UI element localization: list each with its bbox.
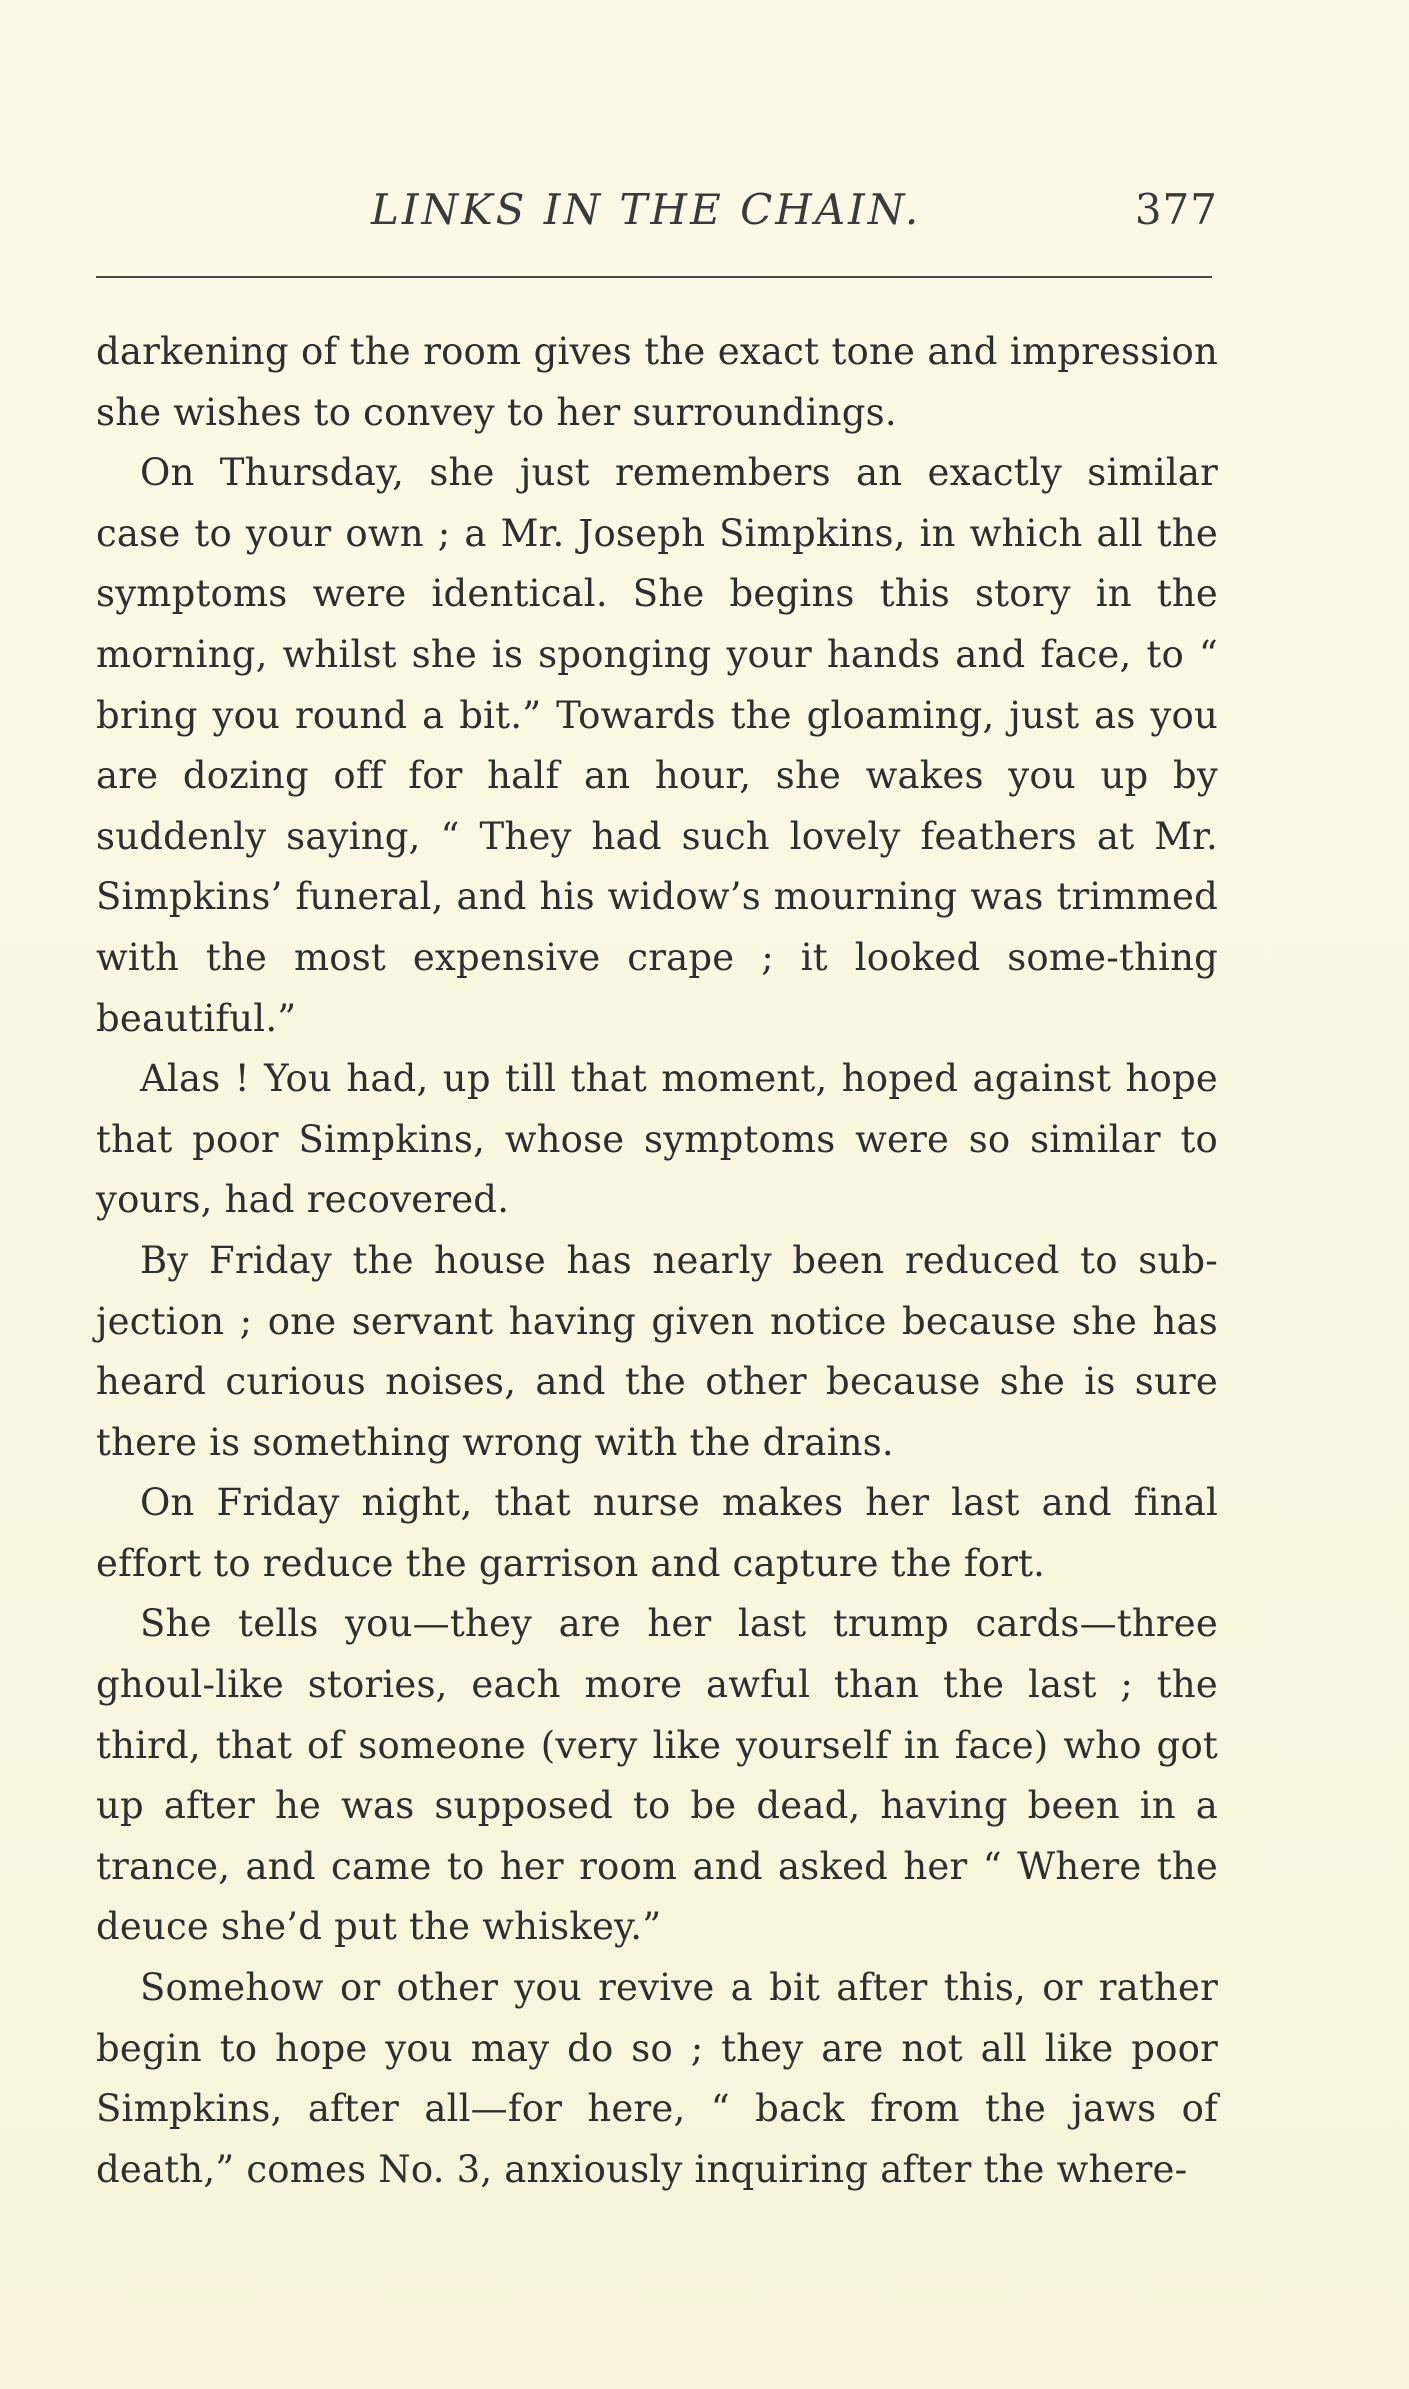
running-head <box>96 185 1218 245</box>
paragraph-friday-night: On Friday night, that nurse makes her last and final effort to reduce the garrison and capture the fort. <box>96 1481 1218 1585</box>
header-rule <box>96 276 1212 278</box>
paragraph-continued: darkening of the room gives the exact tone and impression she wishes to convey to her surroundings. <box>96 330 1218 434</box>
paragraph-ghoul-stories: She tells you—they are her last trump cards—three ghoul-like stories, each more awful than the last ; the third, that of someone (very like yourself in face) who got up after he was supposed to be dead, having been in a trance, and came to her room and asked her “ Where the deuce she’d put the whiskey.” <box>96 1602 1218 1949</box>
paragraph-thursday: On Thursday, she just remembers an exactly similar case to your own ; a Mr. Joseph Simpkins, in which all the symptoms were identical. She begins this story in the morning, whilst she is sponging your hands and face, to “ bring you round a bit.” Towards the gloaming, just as you are dozing off for half an hour, she wakes you up by suddenly saying, “ They had such lovely feathers at Mr. Simpkins’ funeral, and his widow’s mourning was trimmed with the most expensive crape ; it looked some-thing beautiful.” <box>96 451 1218 1040</box>
paragraph-alas: Alas ! You had, up till that moment, hoped against hope that poor Simpkins, whose symptoms were so similar to yours, had recovered. <box>96 1057 1218 1222</box>
body-text <box>96 322 1218 2200</box>
running-title: LINKS IN THE CHAIN. <box>371 185 922 234</box>
paragraph-somehow: Somehow or other you revive a bit after this, or rather begin to hope you may do so ; they are not all like poor Simpkins, after all—for here, “ back from the jaws of death,” comes No. 3, anxiously inquiring after the where- <box>96 1966 1218 2191</box>
paragraph-friday: By Friday the house has nearly been reduced to sub-jection ; one servant having given notice because she has heard curious noises, and the other because she is sure there is something wrong with the drains. <box>96 1238 1218 1464</box>
page-number: 377 <box>1134 185 1218 234</box>
